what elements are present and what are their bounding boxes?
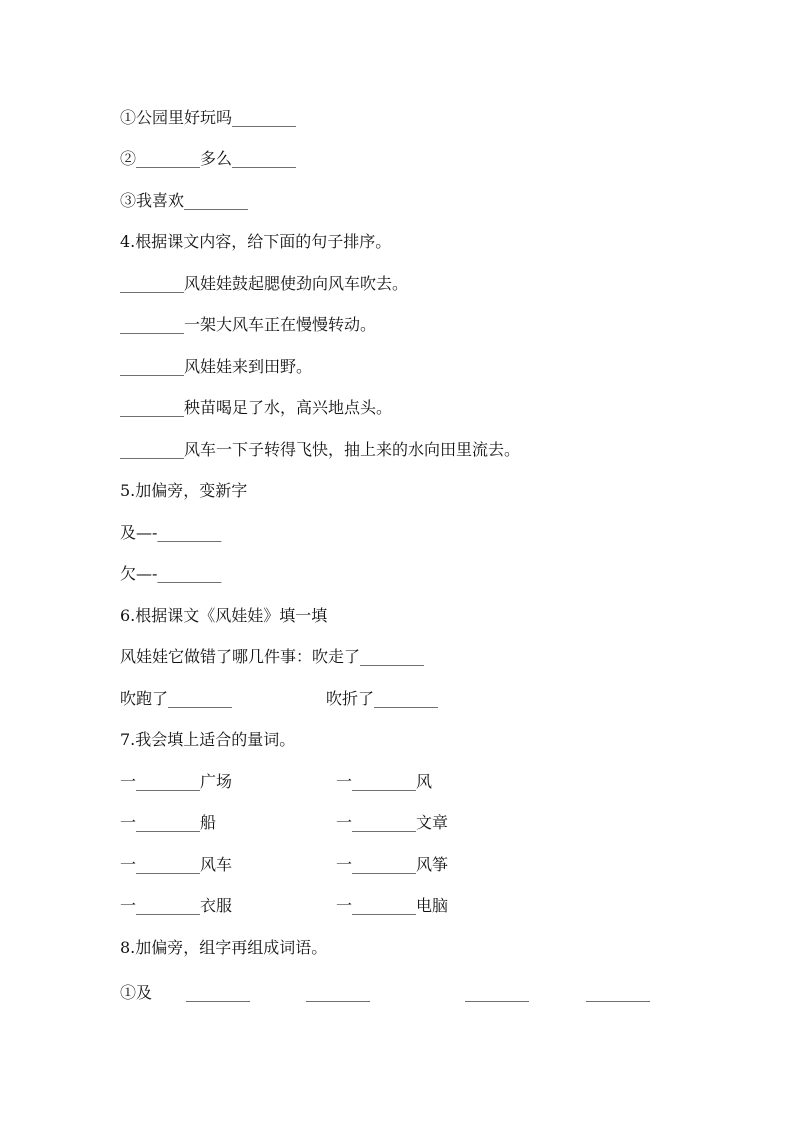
q4-sentence-1: ________风娃娃鼓起腮使劲向风车吹去。 (120, 274, 409, 293)
q7-row-3-left: 一________风车 (120, 855, 233, 874)
q5-item-1: 及—-________ (120, 523, 222, 542)
q5-item-2: 欠—-________ (120, 564, 222, 583)
q8-title: 8.加偏旁，组字再组成词语。 (120, 938, 328, 957)
q6-line-2-right: 吹折了________ (326, 689, 439, 708)
q8-blank-1: ________ (186, 983, 250, 1002)
q3-line-2: ②________多么________ (120, 149, 297, 168)
q6-line-1: 风娃娃它做错了哪几件事：吹走了________ (120, 647, 425, 666)
q7-row-1-right: 一________风 (336, 772, 433, 791)
q4-sentence-5: ________风车一下子转得飞快，抽上来的水向田里流去。 (120, 440, 521, 459)
q4-title: 4.根据课文内容，给下面的句子排序。 (120, 232, 392, 251)
q7-row-3-right: 一________风筝 (336, 855, 449, 874)
q8-label: ①及 (120, 983, 153, 1002)
q8-blank-2: ________ (306, 983, 370, 1002)
q3-line-3: ③我喜欢________ (120, 191, 249, 210)
q4-sentence-3: ________风娃娃来到田野。 (120, 357, 313, 376)
q5-title: 5.加偏旁，变新字 (120, 481, 248, 500)
q7-row-4-left: 一________衣服 (120, 896, 233, 915)
q6-title: 6.根据课文《风娃娃》填一填 (120, 606, 328, 625)
q7-title: 7.我会填上适合的量词。 (120, 730, 296, 749)
q8-blank-3: ________ (465, 983, 529, 1002)
q8-blank-4: ________ (586, 983, 650, 1002)
q4-sentence-2: ________一架大风车正在慢慢转动。 (120, 315, 377, 334)
q7-row-2-left: 一________船 (120, 813, 217, 832)
q7-row-4-right: 一________电脑 (336, 896, 449, 915)
q6-line-2-left: 吹跑了________ (120, 689, 233, 708)
q7-row-1-left: 一________广场 (120, 772, 233, 791)
q4-sentence-4: ________秧苗喝足了水，高兴地点头。 (120, 398, 393, 417)
q7-row-2-right: 一________文章 (336, 813, 449, 832)
q3-line-1: ①公园里好玩吗________ (120, 108, 297, 127)
